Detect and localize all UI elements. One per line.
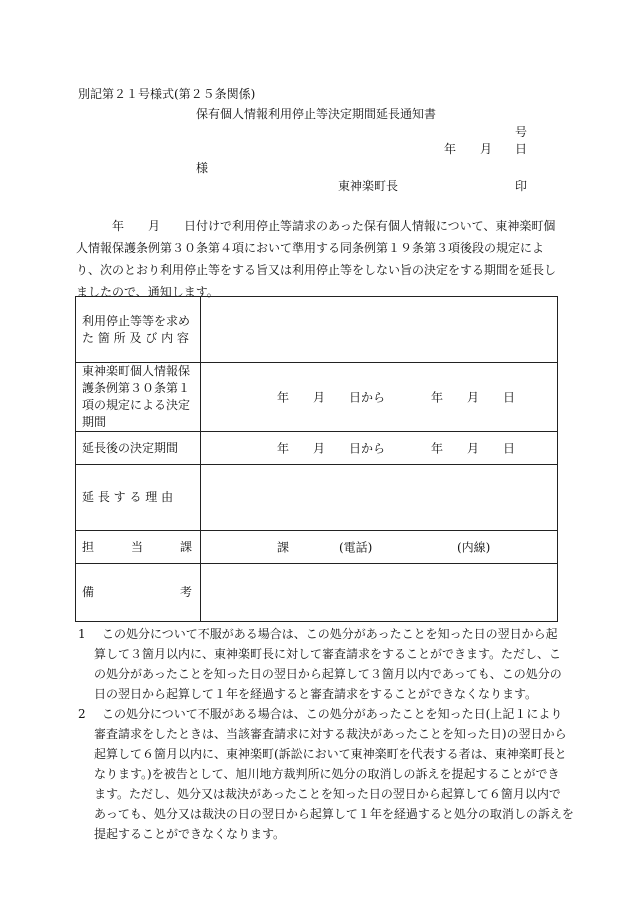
from-month: 月 <box>313 390 326 405</box>
label-char: 考 <box>179 585 192 599</box>
body-line: 人情報保護条例第３０条第４項において準用する同条例第１９条第３項後段の規定によ <box>76 241 545 255</box>
note-line: 日の翌日から起算して１年を経過すると審査請求をすることができなくなります。 <box>94 687 538 701</box>
label-char: 課 <box>179 539 192 554</box>
note-line: 審査請求をしたときは、当該審査請求に対する裁決があったことを知った日)の翌日から <box>94 727 567 741</box>
decision-period-field[interactable] <box>201 363 558 432</box>
notes-section <box>78 624 574 844</box>
to-year: 年 <box>431 390 444 405</box>
table-row <box>76 363 558 432</box>
remarks-field[interactable] <box>201 564 558 622</box>
from-year: 年 <box>277 441 290 456</box>
seal-mark: 印 <box>515 179 528 193</box>
note-line: 算して３箇月以内に、東神楽町長に対して審査請求をすることができます。ただし、こ <box>94 647 562 661</box>
body-line: 年 月 日付けで利用停止等請求のあった保有個人情報について、東神楽町個 <box>76 219 556 233</box>
label-char: 担 <box>82 539 95 554</box>
note-number: 1 <box>78 627 86 641</box>
label-line: 期間 <box>82 415 107 429</box>
date-year-label: 年 <box>444 142 457 156</box>
extension-reason-field[interactable] <box>201 465 558 531</box>
request-location-field[interactable] <box>201 297 558 363</box>
row-label-request-location <box>76 297 201 363</box>
to-month: 月 <box>467 390 480 405</box>
table-row <box>76 564 558 622</box>
note-line: なります。)を被告として、旭川地方裁判所に処分の取消しの訴えを提起することができ <box>94 767 560 781</box>
to-day: 日 <box>503 390 516 405</box>
to-year: 年 <box>431 441 444 456</box>
form-number: 別記第２１号様式(第２５条関係) <box>78 87 256 101</box>
section-ext: (内線) <box>457 540 491 555</box>
note-item <box>78 704 574 844</box>
section-tel: (電話) <box>339 540 373 555</box>
justified-label <box>82 584 200 601</box>
label-line: 護条例第３０条第１ <box>82 381 191 395</box>
from-day: 日から <box>349 390 386 405</box>
label-char: 当 <box>130 539 143 554</box>
from-year: 年 <box>277 390 290 405</box>
table-row <box>76 297 558 363</box>
label-line: た 箇 所 及 び 内 容 <box>82 330 189 345</box>
extended-period-field[interactable] <box>201 432 558 465</box>
body-paragraph <box>76 215 560 303</box>
note-line: の処分があったことを知った日の翌日から起算して３箇月以内であっても、この処分の <box>94 667 562 681</box>
table-row <box>76 432 558 465</box>
body-line: り、次のとおり利用停止等をする旨又は利用停止等をしない旨の決定をする期間を延長し <box>76 263 557 277</box>
to-month: 月 <box>467 441 480 456</box>
label-line: 項の規定による決定 <box>82 398 191 412</box>
from-month: 月 <box>313 441 326 456</box>
issuer-name: 東神楽町長 <box>338 179 399 193</box>
justified-label <box>82 539 200 556</box>
table-row <box>76 531 558 564</box>
number-label: 号 <box>515 125 528 139</box>
section-ka: 課 <box>277 540 290 555</box>
note-line: この処分について不服がある場合は、この処分があったことを知った日の翌日から起 <box>102 627 558 641</box>
note-number: 2 <box>78 707 86 721</box>
row-label-decision-period <box>76 363 201 432</box>
note-line: あっても、処分又は裁決の日の翌日から起算して１年を経過すると処分の取消しの訴えを <box>94 807 574 821</box>
label-char: 備 <box>82 585 95 599</box>
note-line: 提起することができなくなります。 <box>94 827 286 841</box>
row-label-remarks <box>76 564 201 622</box>
row-label-extended-period: 延長後の決定期間 <box>76 432 201 465</box>
addressee-suffix: 様 <box>196 161 209 175</box>
note-line: 起算して６箇月以内に、東神楽町(訴訟において東神楽町を代表する者は、東神楽町長と <box>94 747 567 761</box>
row-label-section <box>76 531 201 564</box>
note-line: この処分について不服がある場合は、この処分があったことを知った日(上記１により <box>102 707 563 721</box>
from-day: 日から <box>349 441 386 456</box>
document-title: 保有個人情報利用停止等決定期間延長通知書 <box>196 107 437 121</box>
date-day-label: 日 <box>515 142 528 156</box>
row-label-extension-reason: 延 長 す る 理 由 <box>76 465 201 531</box>
table-row <box>76 465 558 531</box>
note-item <box>78 624 560 704</box>
to-day: 日 <box>503 441 516 456</box>
date-month-label: 月 <box>480 142 493 156</box>
label-line: 東神楽町個人情報保 <box>82 364 191 378</box>
section-field[interactable] <box>201 531 558 564</box>
body-line: ましたので、通知します。 <box>76 285 219 299</box>
form-table <box>75 296 558 622</box>
note-line: ます。ただし、処分又は裁決があったことを知った日の翌日から起算して６箇月以内で <box>94 787 561 801</box>
label-line: 利用停止等等を求め <box>82 313 191 328</box>
